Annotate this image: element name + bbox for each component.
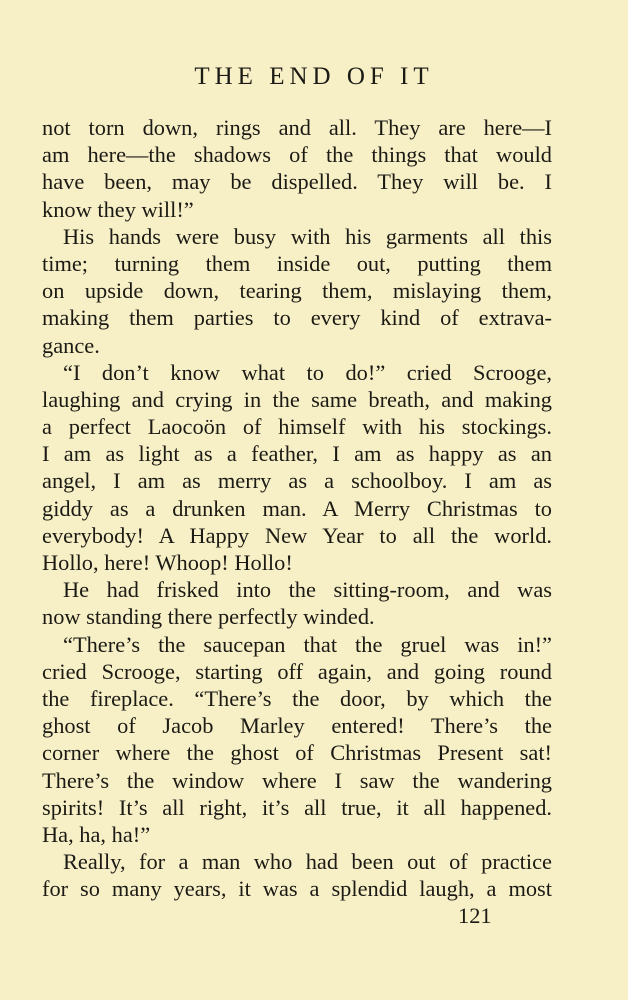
text-line: time; turning them inside out, putting them <box>42 250 552 276</box>
text-line: Really, for a man who had been out of practice <box>63 849 552 875</box>
text-line: for so many years, it was a splendid laugh, a most <box>42 876 552 902</box>
text-line: now standing there perfectly winded. <box>42 604 375 630</box>
text-line: angel, I am as merry as a schoolboy. I am as <box>42 468 552 494</box>
text-line: His hands were busy with his garments all this <box>63 223 552 249</box>
text-line: Hollo, here! Whoop! Hollo! <box>42 550 293 575</box>
text-line: a perfect Laocoön of himself with his stockings. <box>42 414 552 440</box>
text-line: giddy as a drunken man. A Merry Christmas to <box>42 495 552 521</box>
text-line: on upside down, tearing them, mislaying them, <box>42 278 552 304</box>
text-line: cried Scrooge, starting off again, and going round <box>42 658 552 684</box>
page-number: 121 <box>458 903 492 928</box>
text-line: spirits! It’s all right, it’s all true, it all happened. <box>42 794 552 820</box>
text-line: am here—the shadows of the things that would <box>42 142 552 168</box>
text-line: ghost of Jacob Marley entered! There’s the <box>42 713 552 739</box>
text-line: There’s the window where I saw the wandering <box>42 767 552 793</box>
text-line: corner where the ghost of Christmas Present sat! <box>42 740 552 766</box>
text-line: know they will!” <box>42 196 194 222</box>
text-line: “There’s the saucepan that the gruel was in!” <box>63 631 552 657</box>
text-line: laughing and crying in the same breath, and making <box>42 386 552 412</box>
text-line: gance. <box>42 332 100 358</box>
text-line: the fireplace. “There’s the door, by which the <box>42 685 552 711</box>
text-line: have been, may be dispelled. They will be. I <box>42 169 552 195</box>
running-head: THE END OF IT <box>194 63 434 90</box>
text-line: “I don’t know what to do!” cried Scrooge, <box>63 359 552 385</box>
text-line: I am as light as a feather, I am as happy as an <box>42 441 552 467</box>
body-text <box>42 114 552 902</box>
text-line: Ha, ha, ha!” <box>42 821 151 847</box>
text-line: making them parties to every kind of extrava- <box>42 305 552 331</box>
text-line: He had frisked into the sitting-room, and was <box>63 577 552 603</box>
text-line: not torn down, rings and all. They are here—I <box>42 115 552 140</box>
text-line: everybody! A Happy New Year to all the world. <box>42 522 552 548</box>
